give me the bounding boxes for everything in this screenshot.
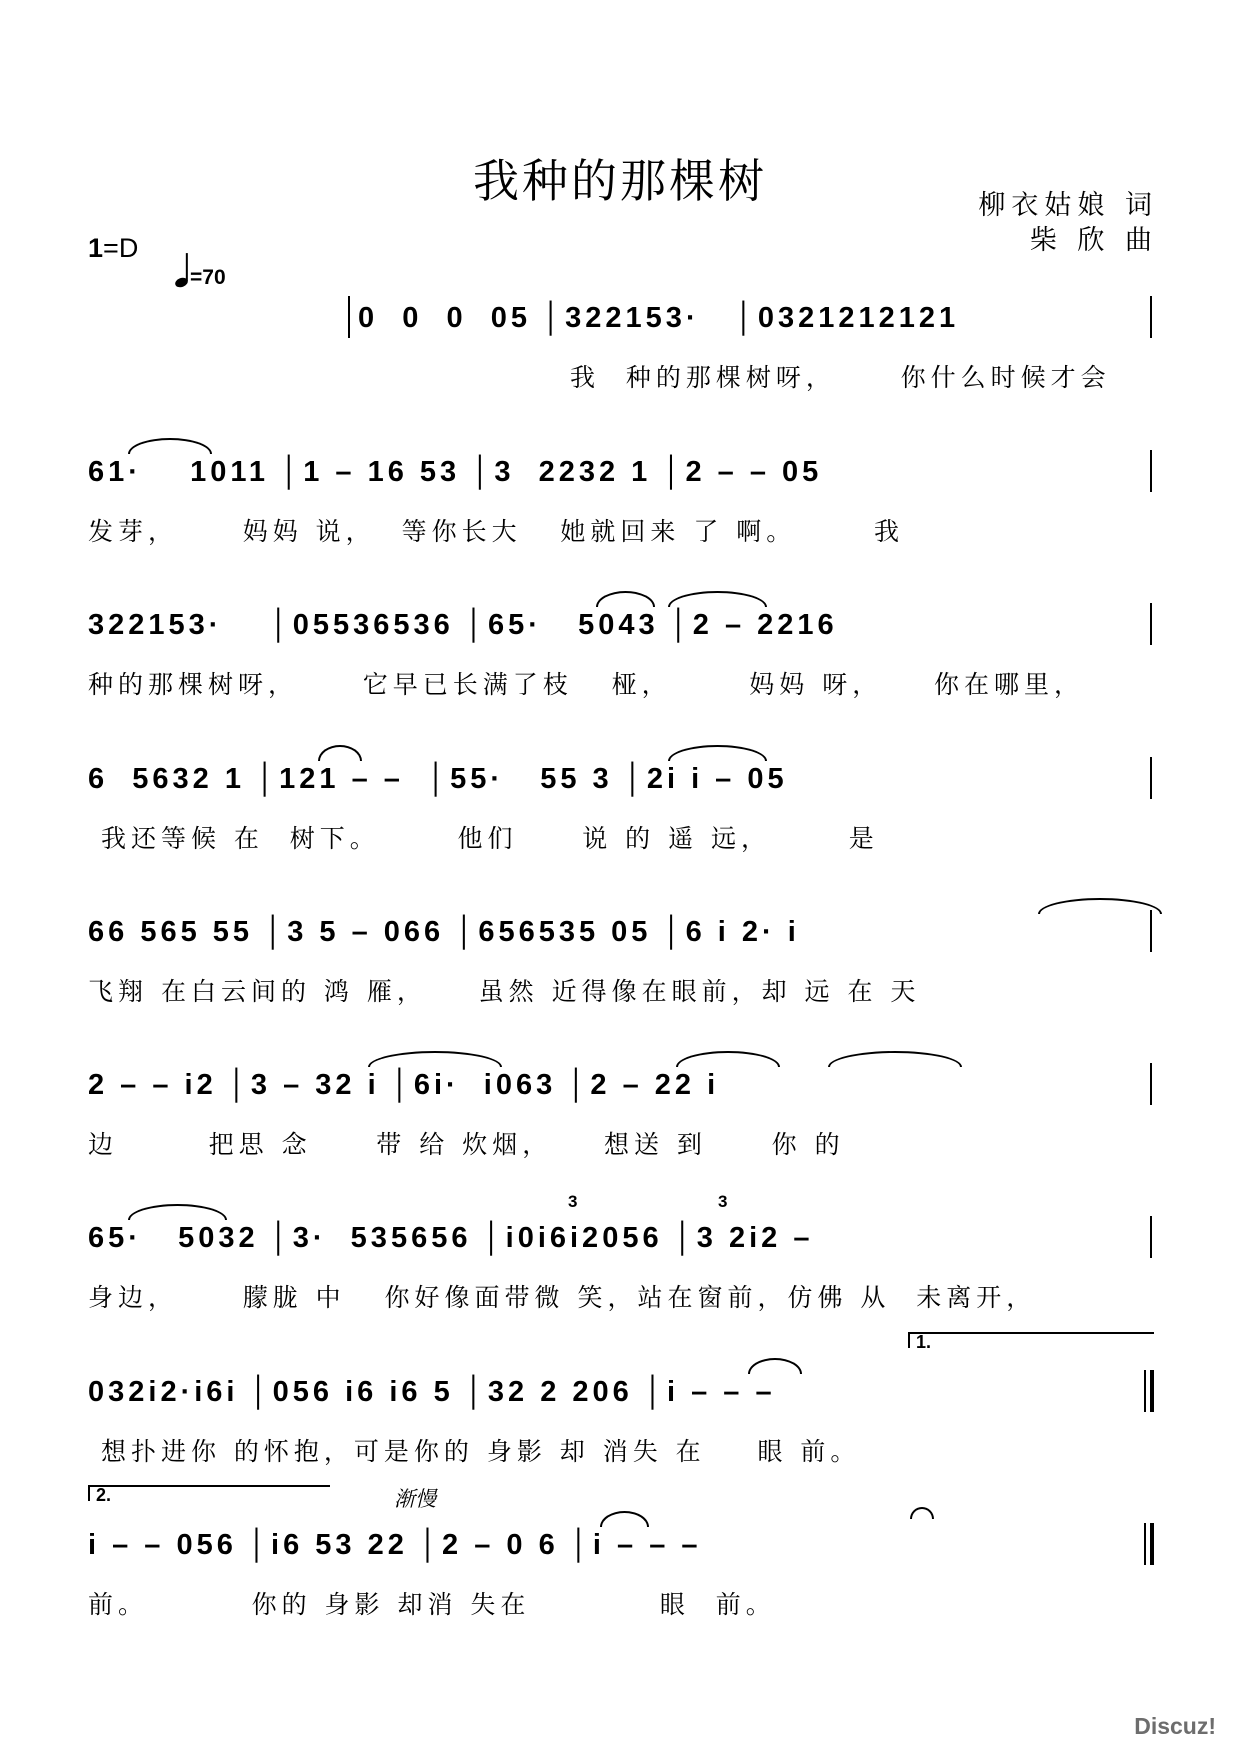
- notation-line: 0 0 0 05 │322153· │0321212121: [358, 302, 960, 334]
- notation-line: 322153· │05536536 │65· 5043 │2 – 2216: [88, 609, 838, 641]
- song-title: 我种的那棵树: [473, 154, 767, 208]
- lyric-line: 前。 你的 身影 却消 失在 眼 前。: [88, 1590, 776, 1619]
- score-line-9: [88, 1485, 1152, 1619]
- score-line-8: [88, 1332, 1152, 1466]
- lyric-line: 我还等候 在 树下。 他们 说 的 遥 远， 是: [88, 824, 879, 853]
- lyric-line: 边 把思 念 带 给 炊烟， 想送 到 你 的: [88, 1130, 845, 1159]
- lyric-line: 我 种的那棵树呀， 你什么时候才会: [570, 363, 1111, 392]
- composer-credit: 柴 欣 曲: [1029, 225, 1158, 256]
- notation-line: 61· 1011 │1 – 16 53 │3 2232 1 │2 – – 05: [88, 456, 823, 488]
- notation-line: 65· 5032 │3· 535656 │i0i6i2056 │3 2i2 –: [88, 1222, 814, 1254]
- lyric-line: 种的那棵树呀， 它早已长满了枝 桠， 妈妈 呀， 你在哪里，: [88, 670, 1084, 699]
- ritardando-marking: 渐慢: [394, 1487, 436, 1511]
- score-line-2: [88, 456, 1152, 546]
- key-signature: 1=D: [88, 233, 139, 263]
- lyric-line: 发芽， 妈妈 说， 等你长大 她就回来 了 啊。 我: [88, 517, 904, 546]
- triplet-mark: 3: [718, 1192, 728, 1211]
- lyric-line: 飞翔 在白云间的 鸿 雁， 虽然 近得像在眼前，却 远 在 天: [88, 977, 921, 1006]
- notation-line: 66 565 55 │3 5 – 066 │656535 05 │6 i 2· i: [88, 916, 800, 948]
- score-line-3: [88, 609, 1152, 699]
- lyricist-credit: 柳衣姑娘 词: [978, 190, 1158, 221]
- first-ending-bracket: 1.: [908, 1332, 1154, 1348]
- notation-line: 2 – – i2 │3 – 32 i │6i· i063 │2 – 22 i: [88, 1069, 720, 1101]
- fermata-icon: [910, 1507, 934, 1519]
- second-ending-bracket: 2.: [88, 1485, 330, 1501]
- score-line-1: [88, 302, 1152, 392]
- watermark: Discuz!: [1134, 1713, 1216, 1739]
- tempo-marking: =70: [175, 266, 226, 290]
- notation-line: 6 5632 1 │121 – – │55· 55 3 │2i i – 05: [88, 763, 788, 795]
- score-line-6: [88, 1069, 1152, 1159]
- lyric-line: 想扑进你 的怀抱，可是你的 身影 却 消失 在 眼 前。: [88, 1437, 861, 1466]
- triplet-mark: 3: [568, 1192, 578, 1211]
- lyric-line: 身边， 朦胧 中 你好像面带微 笑，站在窗前，仿佛 从 未离开，: [88, 1283, 1037, 1312]
- notation-line: 032i2·i6i │056 i6 i6 5 │32 2 206 │i – – –: [88, 1376, 776, 1408]
- quarter-note-icon: [174, 276, 189, 289]
- score-line-4: [88, 763, 1152, 853]
- notation-line: i – – 056 │i6 53 22 │2 – 0 6 │i – – –: [88, 1529, 702, 1561]
- score-line-7: [88, 1192, 1152, 1312]
- score-line-5: [88, 916, 1152, 1006]
